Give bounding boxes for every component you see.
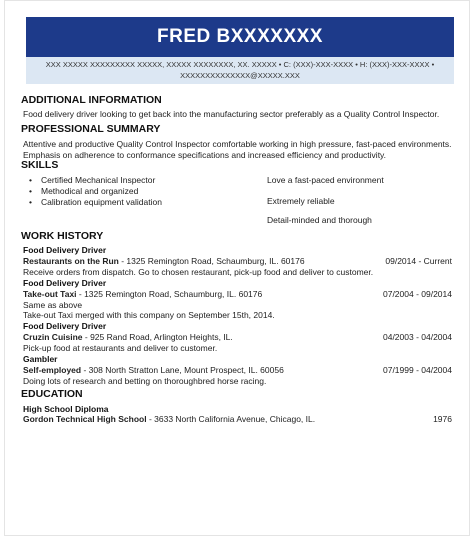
skill-item: • Certified Mechanical Inspector xyxy=(29,175,156,185)
summary-heading: PROFESSIONAL SUMMARY xyxy=(21,123,161,135)
contact-line-2: XXXXXXXXXXXXXX@XXXXX.XXX xyxy=(180,71,300,80)
job-title: Gambler xyxy=(23,354,58,364)
additional-text: Food delivery driver looking to get back into the manufacturing sector preferably as a Quality Control Inspector. xyxy=(23,109,440,119)
job-description: Doing lots of research and betting on thoroughbred horse racing. xyxy=(23,376,267,386)
job-dates: 04/2003 - 04/2004 xyxy=(382,332,452,342)
work-heading: WORK HISTORY xyxy=(21,230,104,242)
job-description: Receive orders from dispatch. Go to chosen restaurant, pick-up food and deliver to customer. xyxy=(23,267,374,277)
education-year: 1976 xyxy=(433,414,452,424)
summary-line-1: Attentive and productive Quality Control Inspector comfortable working in high pressure, fast-paced environments. xyxy=(23,139,452,149)
contact-line-1: XXX XXXXX XXXXXXXXX XXXXX, XXXXX XXXXXXXX, XX. XXXXX • C: (XXX)-XXX-XXXX • H: (XXX)-XXX-XXXX • xyxy=(45,60,435,69)
skill-item: • Calibration equipment validation xyxy=(29,197,162,207)
skill-item: Detail-minded and thorough xyxy=(267,215,372,225)
contact-bar xyxy=(26,57,454,84)
resume-page xyxy=(4,0,470,536)
job-description: Pick-up food at restaurants and deliver to customer. xyxy=(23,343,218,353)
job-dates: 07/2004 - 09/2014 xyxy=(382,289,452,299)
job-title: Food Delivery Driver xyxy=(23,321,107,331)
job-description: Same as above xyxy=(23,300,83,310)
additional-heading: ADDITIONAL INFORMATION xyxy=(21,94,162,106)
education-school: Gordon Technical High School - 3633 North California Avenue, Chicago, IL. xyxy=(23,414,316,424)
skills-heading: SKILLS xyxy=(21,159,59,171)
job-description: Take-out Taxi merged with this company on September 15th, 2014. xyxy=(23,310,275,320)
skill-item: • Methodical and organized xyxy=(29,186,139,196)
job-employer: Take-out Taxi - 1325 Remington Road, Schaumburg, IL. 60176 xyxy=(23,289,263,299)
name-banner: FRED BXXXXXXX xyxy=(26,17,454,57)
job-employer: Restaurants on the Run - 1325 Remington Road, Schaumburg, IL. 60176 xyxy=(23,256,305,266)
job-dates: 09/2014 - Current xyxy=(385,256,452,266)
job-employer: Self-employed - 308 North Stratton Lane, Mount Prospect, IL. 60056 xyxy=(23,365,284,375)
education-degree: High School Diploma xyxy=(23,404,109,414)
job-dates: 07/1999 - 04/2004 xyxy=(382,365,452,375)
summary-line-2: Emphasis on adherence to conformance specifications and increased efficiency and productivity. xyxy=(23,150,387,160)
education-heading: EDUCATION xyxy=(21,388,83,400)
job-title: Food Delivery Driver xyxy=(23,245,107,255)
skill-item: Extremely reliable xyxy=(267,196,335,206)
job-employer: Cruzin Cuisine - 925 Rand Road, Arlington Heights, IL. xyxy=(23,332,233,342)
job-title: Food Delivery Driver xyxy=(23,278,107,288)
skill-item: Love a fast-paced environment xyxy=(267,175,384,185)
